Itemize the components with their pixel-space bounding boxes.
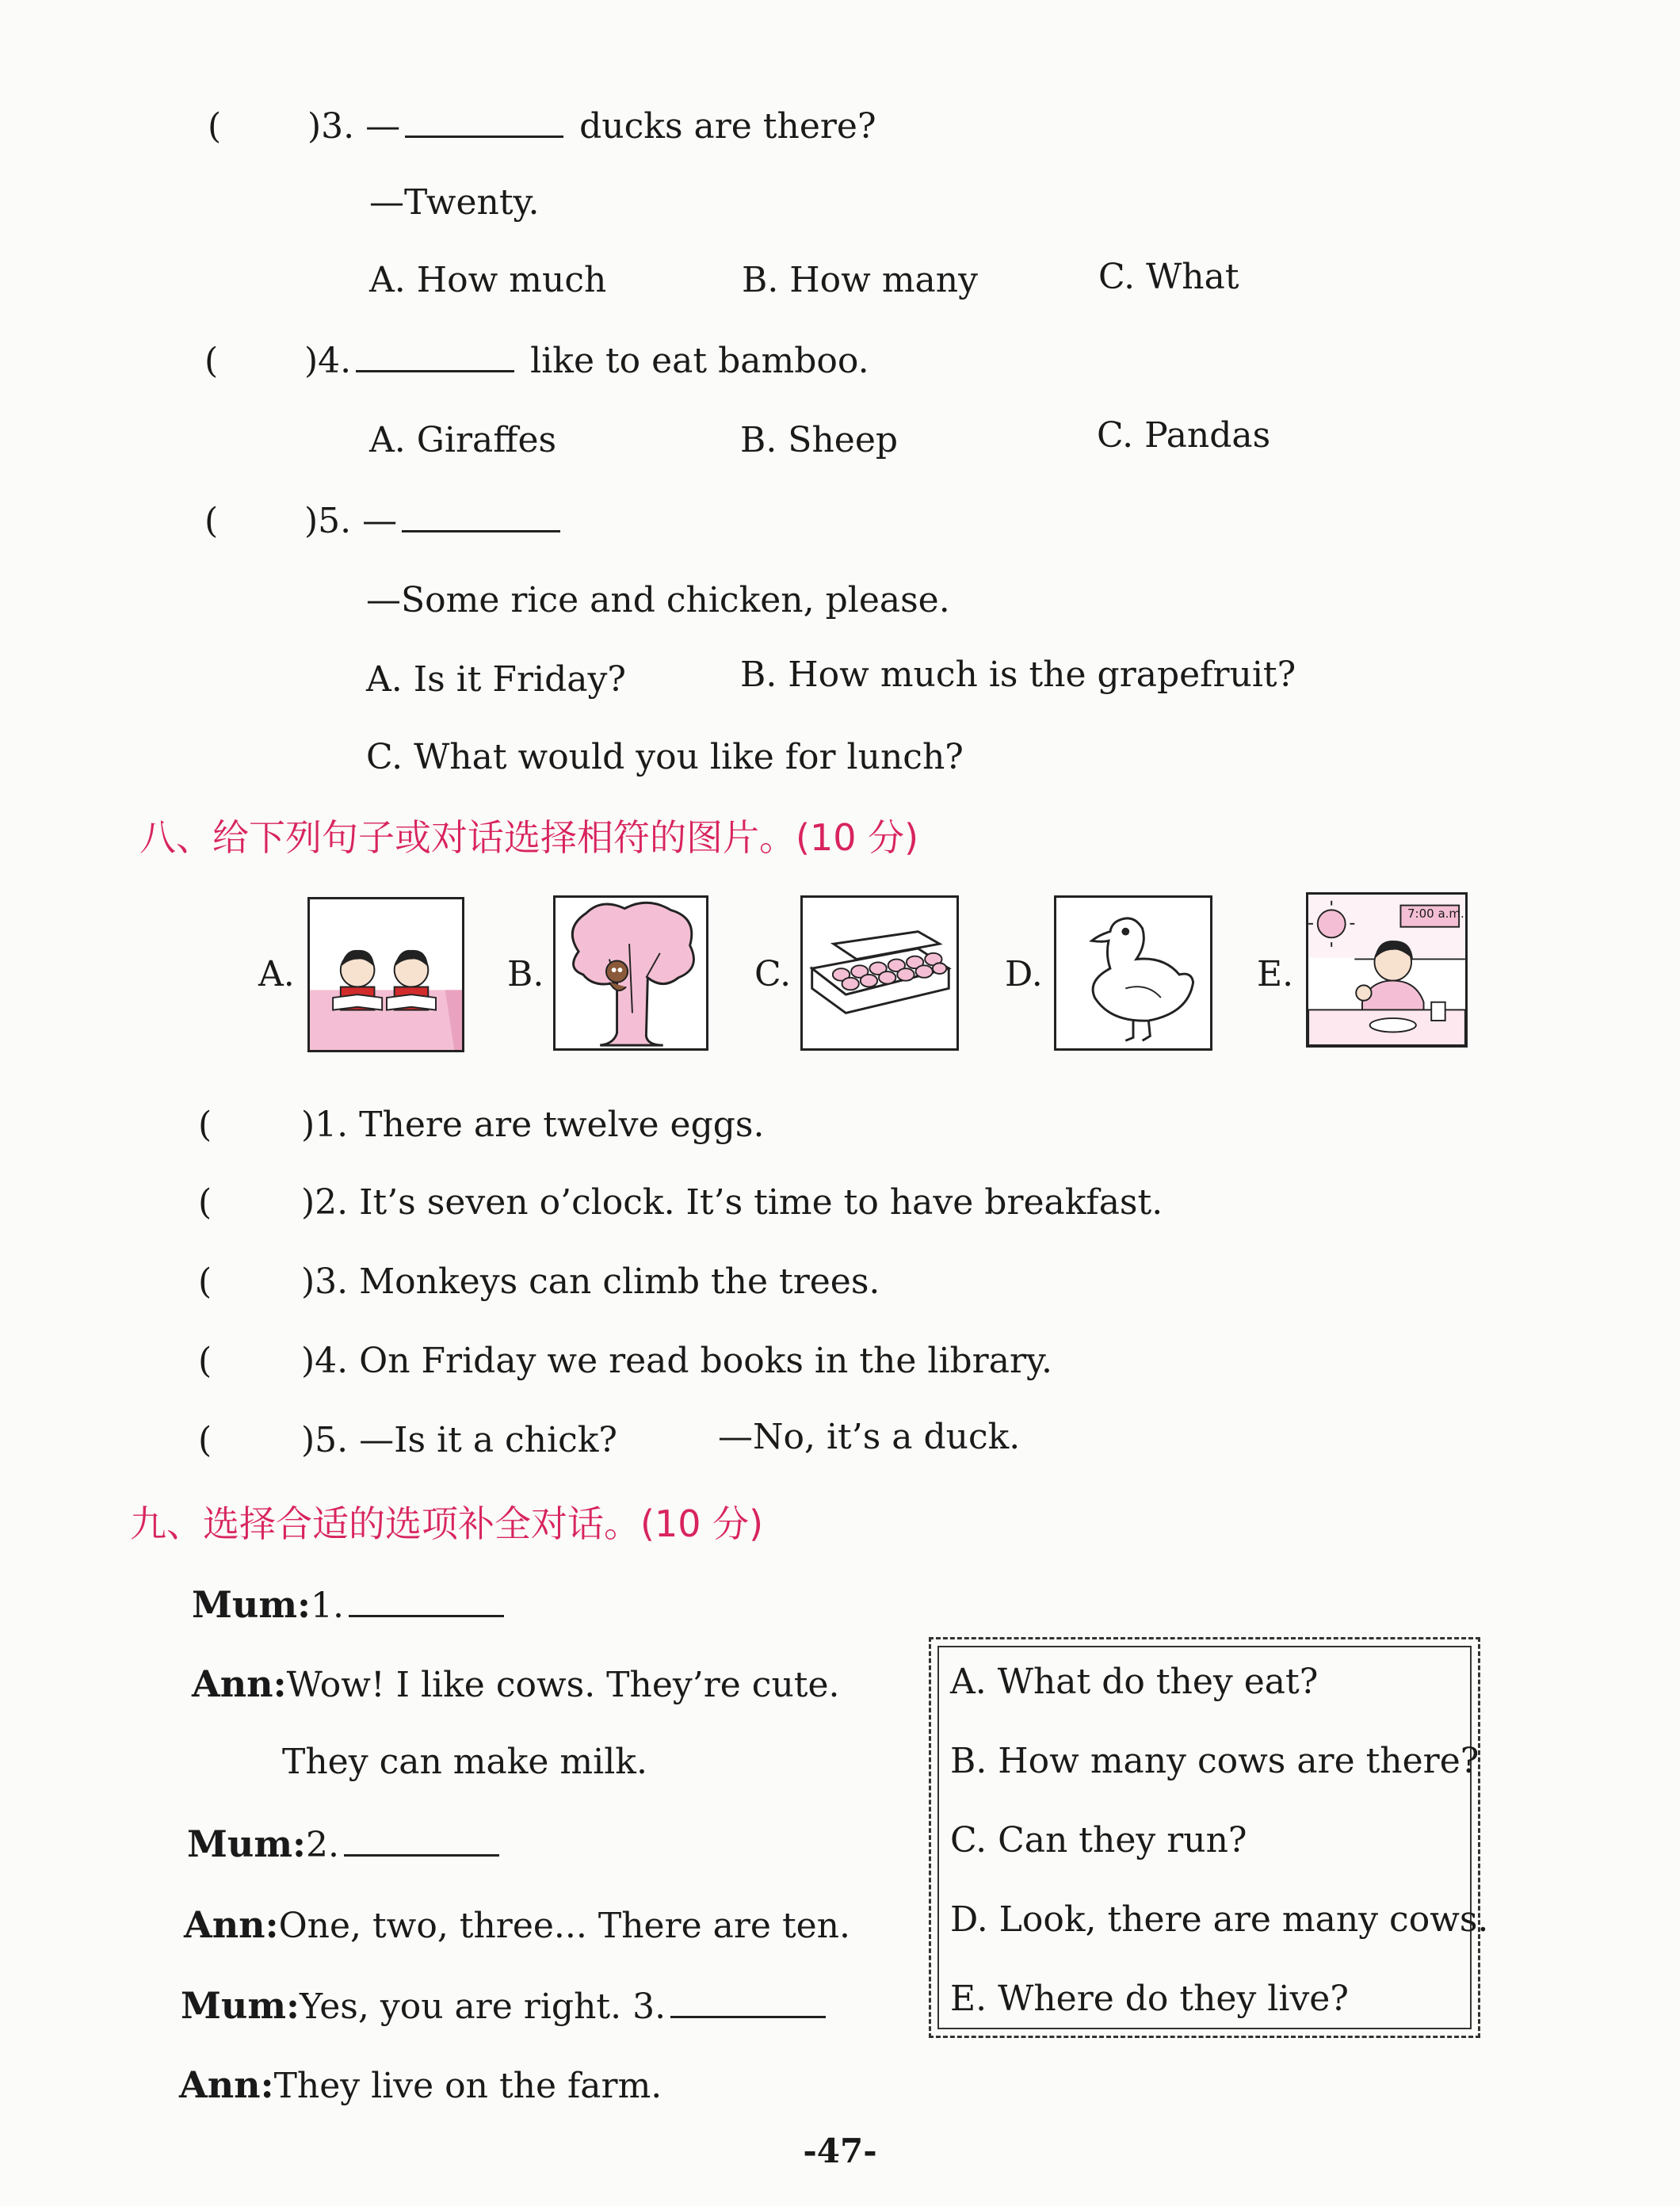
options-box xyxy=(929,1637,1489,2038)
q3-text: ducks are there? xyxy=(579,106,876,147)
page-number: -47- xyxy=(803,2132,877,2170)
q4-option-c: C. Pandas xyxy=(1097,415,1271,456)
speaker-ann: Ann: xyxy=(179,2063,274,2106)
speaker-mum: Mum: xyxy=(181,1984,300,2027)
q5-stem xyxy=(304,501,565,541)
dialogue-text-7: They live on the farm. xyxy=(273,2066,662,2106)
q5-answer: —Some rice and chicken, please. xyxy=(366,580,950,620)
q3-option-a: A. How much xyxy=(369,260,607,300)
answer-paren-s8-4: ( xyxy=(198,1341,212,1381)
section8-title: 八、给下列句子或对话选择相符的图片。(10 分) xyxy=(139,816,919,859)
dialogue-line-2 xyxy=(192,1662,840,1705)
dialogue-line-4 xyxy=(187,1822,504,1865)
picture-a-reading-children xyxy=(307,897,464,1052)
q4-blank[interactable] xyxy=(356,370,514,372)
q5-option-b: B. How much is the grapefruit? xyxy=(740,655,1296,695)
option-d: D. Look, there are many cows. xyxy=(950,1899,1489,1940)
q3-option-c: C. What xyxy=(1098,257,1239,297)
picture-label-e: E. xyxy=(1257,954,1294,994)
picture-label-b: B. xyxy=(507,954,544,994)
speaker-mum: Mum: xyxy=(192,1583,311,1626)
dialogue-line-3: They can make milk. xyxy=(282,1742,647,1782)
dialogue-blank-1[interactable] xyxy=(349,1615,504,1617)
option-b: B. How many cows are there? xyxy=(950,1741,1480,1781)
q5-option-c: C. What would you like for lunch? xyxy=(366,737,964,777)
picture-label-a: A. xyxy=(258,954,295,994)
s8-item-2: )2. It’s seven o’clock. It’s time to have breakfast. xyxy=(301,1182,1163,1223)
q4-option-b: B. Sheep xyxy=(740,420,899,460)
dialogue-line-6 xyxy=(181,1984,830,2027)
dialogue-blank-3[interactable] xyxy=(670,2016,826,2018)
answer-paren-s8-1: ( xyxy=(198,1105,212,1145)
dialogue-text-5: One, two, three... There are ten. xyxy=(278,1906,850,1946)
q4-option-a: A. Giraffes xyxy=(369,420,557,460)
dialogue-blank-2[interactable] xyxy=(344,1854,499,1857)
q5-blank[interactable] xyxy=(402,530,560,532)
answer-paren-q4: ( xyxy=(204,341,219,381)
s8-item-1: )1. There are twelve eggs. xyxy=(301,1105,765,1145)
section9-title: 九、选择合适的选项补全对话。(10 分) xyxy=(130,1502,764,1545)
q3-answer: —Twenty. xyxy=(369,182,540,223)
answer-paren-q3: ( xyxy=(208,106,222,147)
q4-number: )4. xyxy=(304,341,352,381)
dialogue-text-4: 2. xyxy=(306,1825,340,1865)
option-c: C. Can they run? xyxy=(950,1820,1247,1861)
picture-label-d: D. xyxy=(1005,954,1043,994)
s8-item-5: )5. —Is it a chick? xyxy=(301,1420,617,1460)
picture-c-egg-carton xyxy=(800,895,959,1051)
speaker-ann: Ann: xyxy=(184,1903,279,1946)
s8-item-3: )3. Monkeys can climb the trees. xyxy=(301,1261,880,1302)
speaker-mum: Mum: xyxy=(187,1822,307,1865)
q3-stem xyxy=(307,106,876,147)
dialogue-line-7 xyxy=(179,2063,662,2106)
picture-label-c: C. xyxy=(754,954,792,994)
answer-paren-s8-2: ( xyxy=(198,1182,212,1223)
answer-paren-s8-5: ( xyxy=(198,1420,212,1460)
dialogue-line-5 xyxy=(184,1903,850,1946)
option-a: A. What do they eat? xyxy=(950,1662,1319,1702)
picture-d-duck xyxy=(1054,895,1212,1051)
dialogue-line-1 xyxy=(192,1583,509,1626)
q5-option-a: A. Is it Friday? xyxy=(366,659,626,700)
q3-blank[interactable] xyxy=(405,135,563,138)
q3-number: )3. — xyxy=(307,106,401,147)
option-e: E. Where do they live? xyxy=(950,1979,1349,2019)
dialogue-text-6: Yes, you are right. 3. xyxy=(300,1987,666,2027)
picture-b-monkey-tree xyxy=(553,895,708,1051)
answer-paren-s8-3: ( xyxy=(198,1261,212,1302)
s8-item-5-reply: —No, it’s a duck. xyxy=(718,1417,1021,1457)
s8-item-4: )4. On Friday we read books in the library. xyxy=(301,1341,1052,1381)
speaker-ann: Ann: xyxy=(192,1662,287,1705)
q4-stem xyxy=(304,341,869,381)
dialogue-text-1: 1. xyxy=(311,1586,345,1626)
q5-number: )5. — xyxy=(304,501,398,541)
q4-text: like to eat bamboo. xyxy=(530,341,869,381)
answer-paren-q5: ( xyxy=(204,501,219,541)
clock-label: 7:00 a.m. xyxy=(1407,906,1464,921)
dialogue-text-2: Wow! I like cows. They’re cute. xyxy=(286,1665,840,1705)
q3-option-b: B. How many xyxy=(742,260,978,300)
